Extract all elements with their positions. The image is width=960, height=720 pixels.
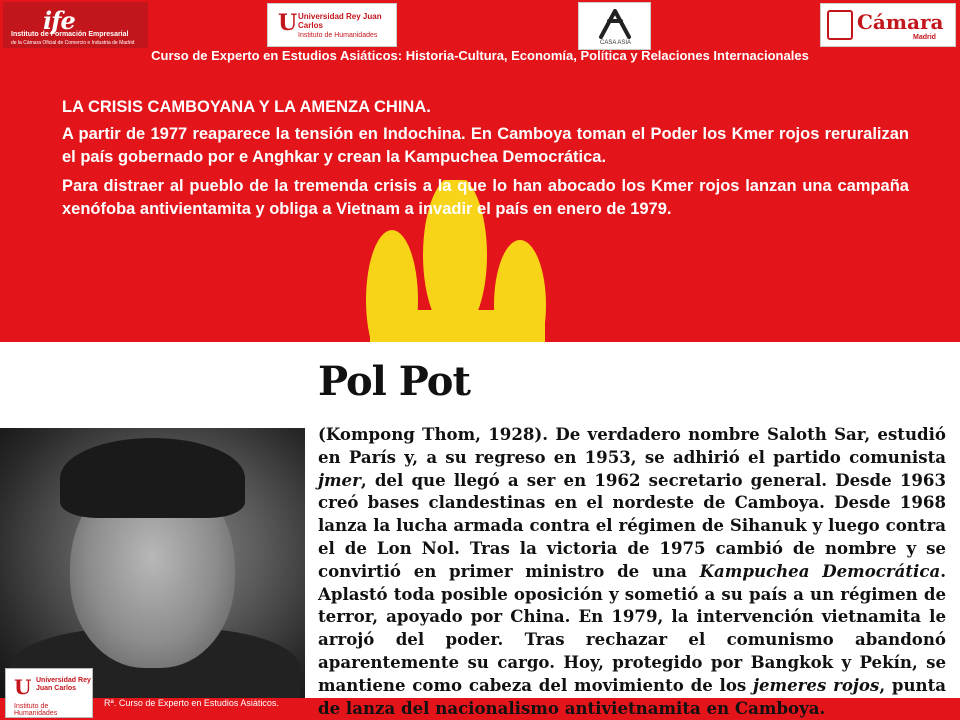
paragraph-1: A partir de 1977 reaparece la tensión en Indochina. En Camboya toman el Poder los Kmer rojos reruralizan el país gobernado por e Anghkar y crean la Kampuchea Democrática. [62, 125, 909, 166]
bio-italic-1: jmer [318, 469, 361, 490]
ife-logo-line2: de la Cámara Oficial de Comercio e Industria de Madrid [11, 40, 135, 46]
bio-italic-2: Kampuchea Democrática [699, 560, 941, 581]
footer-logo-institute: Instituto de Humanidades [14, 703, 58, 717]
bio-part-2: , del que llegó a ser en 1962 secretario general. Desde 1963 creó bases clandestinas en el nordeste de Camboya. Desde 1968 lanza la lucha armada contra el régimen de Sihanuk y luego contra el de Lon Nol. Tras la victoria de 1975 cambió de nombre y se convirtió en primer ministro de una [318, 469, 946, 581]
card-name: Pol Pot [318, 358, 470, 405]
footer-logo-symbol: U [14, 675, 32, 699]
footer-urjc-logo [5, 668, 93, 718]
main-text-block [62, 96, 909, 227]
casa-asia-emblem-icon [597, 9, 633, 39]
portrait-hair [60, 438, 245, 518]
pol-pot-portrait [0, 428, 305, 698]
urjc-logo-name: Universidad Rey Juan Carlos [298, 12, 382, 30]
card-biography [318, 423, 946, 719]
bio-part-4: , punta de lanza del nacionalismo antivietnamita en Camboya. [318, 674, 947, 718]
paragraph-2: Para distraer al pueblo de la tremenda crisis a la que lo han abocado los Kmer rojos lanzan una campaña xenófoba antivientamita y obliga a Vietnam a invadir el país en enero de 1979. [62, 177, 909, 218]
footer-caption: Rª. Curso de Experto en Estudios Asiáticos. [104, 698, 279, 708]
urjc-logo [267, 3, 397, 47]
ife-logo-mark: ife [43, 6, 75, 35]
urjc-logo-symbol: U [278, 10, 298, 36]
slide-heading: LA CRISIS CAMBOYANA Y LA AMENZA CHINA. [62, 98, 431, 116]
header-bar [0, 0, 960, 70]
bio-part-1: (Kompong Thom, 1928). De verdadero nombre Saloth Sar, estudió en París y, a su regreso en 1953, se adhirió el partido comunista [318, 424, 946, 467]
casa-asia-logo [578, 2, 651, 50]
course-title: Curso de Experto en Estudios Asiáticos: Historia-Cultura, Economía, Política y Relaciones Internacionales [151, 48, 809, 63]
camara-logo-city: Madrid [913, 34, 936, 41]
bio-italic-3: jemeres rojos [753, 674, 880, 695]
footer-logo-name: Universidad Rey Juan Carlos [36, 677, 91, 692]
camara-logo [820, 3, 956, 47]
ife-logo-line1: Instituto de Formación Empresarial [11, 31, 129, 38]
camara-seal-icon [827, 10, 853, 40]
camara-logo-word: Cámara [857, 10, 944, 34]
ife-logo [3, 2, 148, 48]
bio-part-3: . Aplastó toda posible oposición y sometió a su país a un régimen de terror, apoyado por China. En 1979, la intervención vietnamita le arrojó del poder. Tras rechazar el comunismo abandonó aparentemente su cargo. Hoy, protegido por Bangkok y Pekín, se mantiene como cabeza del movimiento de los [318, 560, 946, 695]
casa-asia-logo-text: CASA ASIA [599, 40, 632, 46]
urjc-logo-institute: Instituto de Humanidades [298, 32, 378, 39]
